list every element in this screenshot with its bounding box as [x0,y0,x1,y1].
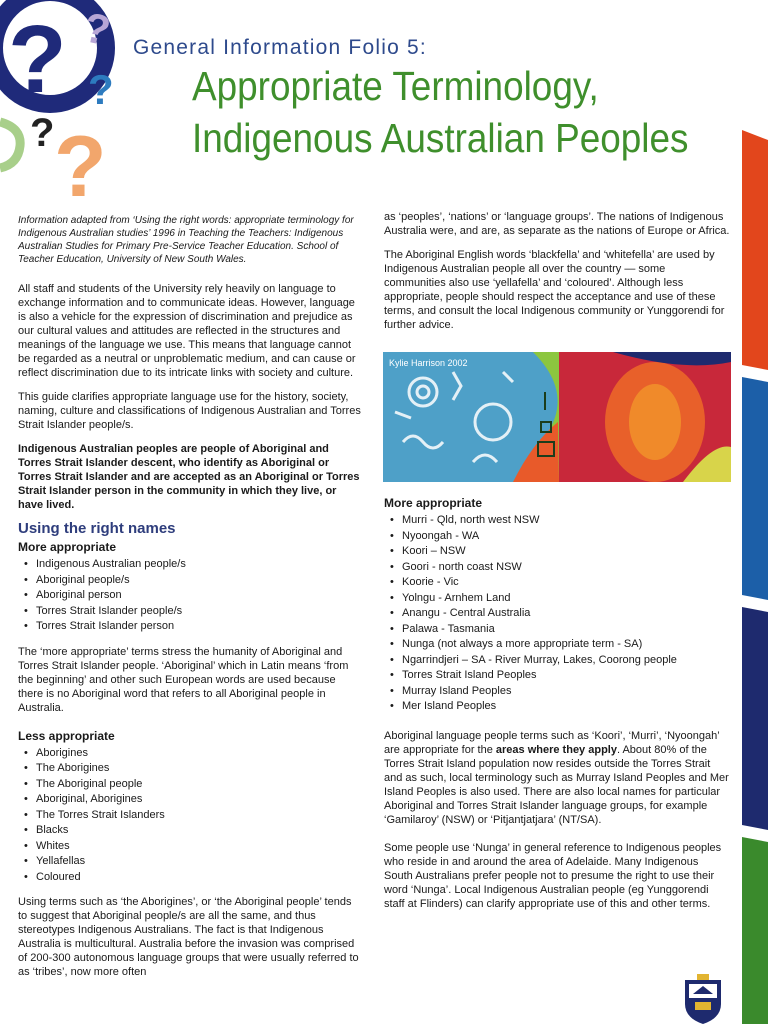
less-appropriate-list [18,746,363,886]
regional-terms-list [384,513,730,715]
language-terms-text-a: Aboriginal language people terms such as ‘Koori’, ‘Murri’, ‘Nyoongah’ are appropriate for the [384,729,720,756]
list-item: • The Aboriginal people [18,777,363,793]
svg-text:?: ? [8,6,67,113]
stereotype-paragraph: Using terms such as ‘the Aborigines’, or ‘the Aboriginal people’ tends to suggest that Aboriginal people/s are all the same, and thus stereotypes Indigenous Australians. The fact is that Indigenous Australia is multicultural. Australia before the invasion was comprised of 200-300 autonomous language groups that were usually referred to as ‘tribes’, now more often [18,896,359,978]
artwork-graphic [383,352,731,482]
less-appropriate-heading: Less appropriate [18,728,115,743]
list-item: • Goori - north coast NSW [384,560,730,576]
list-item: • Torres Strait Island Peoples [384,668,730,684]
folio-label: General Information Folio 5: [133,36,427,59]
artwork-signature: Kylie Harrison 2002 [389,358,468,368]
language-terms-text-b: . About 80% of the Torres Strait Island population now resides outside the Torres Strait and as such, local terminology such as Murray Island Peoples and Mer Island Peoples is also used. There are also local names for particular Aboriginal and Torres Strait Islander language groups, for example ‘Gamilaroy’ (NSW) or ‘Pitjantjatjara’ (NT/SA). [384,743,729,826]
university-crest-icon [681,970,725,1024]
list-item: • Yolngu - Arnhem Land [384,591,730,607]
nunga-paragraph: Some people use ‘Nunga’ in general reference to Indigenous peoples who reside in and around the area of Adelaide. Many Indigenous South Australians prefer people not to presume the right to use their word ‘Nunga’. Local Indigenous Australian people (eg Yunggorendi staff at Flinders) can clarify appropriate use of this and other terms. [384,841,722,910]
left-column [18,214,363,989]
svg-text:?: ? [88,66,114,113]
list-item: • The Aborigines [18,761,363,777]
artwork-image [383,352,731,482]
title-line-1: Appropriate Terminology, [192,63,599,109]
list-item: • Anangu - Central Australia [384,606,730,622]
section-heading: Using the right names [18,520,176,537]
list-item: • Torres Strait Islander people/s [18,604,363,620]
page-title [192,60,688,164]
intro-paragraph: All staff and students of the University rely heavily on language to exchange information and to communicate ideas. However, language is also a vehicle for the expression of discrimination and prejudice as our cultural values and attitudes are reflected in the structures and meanings of the language we use. This means that language cannot be regarded as a neutral or unproblematic medium, and can cause or reflect discrimination due to its intricate links with society and culture. [18,283,356,379]
more-appropriate-heading: More appropriate [18,540,117,554]
svg-text:?: ? [30,111,55,155]
list-item: • Nyoongah - WA [384,529,730,545]
svg-text:?: ? [54,119,107,210]
list-item: • Indigenous Australian people/s [18,557,363,573]
more-appropriate-heading-right: More appropriate [384,496,483,510]
list-item: • Torres Strait Islander person [18,619,363,635]
list-item: • Aborigines [18,746,363,762]
list-item: • Mer Island Peoples [384,699,730,715]
english-words-paragraph: The Aboriginal English words ‘blackfella’ and ‘whitefella’ are used by Indigenous Australian people all over the country — some communities also use ‘yellafella’ and ‘coloured’. Although less appropriate, people should respect the acceptance and use of these terms, and consult the local Indigenous community or Yunggorendi for further advice. [384,249,725,331]
definition-paragraph: Indigenous Australian peoples are people of Aboriginal and Torres Strait Islander descent, who identify as Aboriginal or Torres Strait Islander and are accepted as an Aboriginal or Torres Strait Islander person in the community in which they live, or have lived. [18,443,360,511]
nations-paragraph: as ‘peoples’, ‘nations’ or ‘language groups’. The nations of Indigenous Australia were, and are, as separate as the nations of Europe or Africa. [384,211,730,237]
list-item: • Palawa - Tasmania [384,622,730,638]
svg-text:?: ? [79,3,115,55]
list-item: • Aboriginal people/s [18,573,363,589]
list-item: • Koorie - Vic [384,575,730,591]
list-item: • Blacks [18,823,363,839]
list-item: • Murri - Qld, north west NSW [384,513,730,529]
list-item: • Nunga (not always a more appropriate term - SA) [384,637,730,653]
list-item: • Koori – NSW [384,544,730,560]
humanity-paragraph: The ‘more appropriate’ terms stress the humanity of Aboriginal and Torres Strait Islander people. ‘Aboriginal’ which in Latin means ‘from the beginning’ and other such European words are used because there is no Aboriginal word that refers to all Aboriginal people in Australia. [18,645,349,714]
list-item: • Murray Island Peoples [384,684,730,700]
list-item: • Aboriginal person [18,588,363,604]
guide-paragraph: This guide clarifies appropriate language use for the history, society, naming, culture and classifications of Indigenous Australian and Torres Strait Islander people/s. [18,391,361,431]
list-item: • Yellafellas [18,854,363,870]
list-item: • The Torres Strait Islanders [18,808,363,824]
list-item: • Whites [18,839,363,855]
language-terms-paragraph [384,729,730,827]
color-stripes [742,130,768,1024]
language-terms-bold: areas where they apply [495,743,617,756]
source-note: Information adapted from ‘Using the right words: appropriate terminology for Indigenous Australian studies’ 1996 in Teaching the Teachers: Indigenous Australian Studies for Primary Pre-Service Teacher Education. School of Teacher Education, University of New South Wales. [18,215,354,265]
list-item: • Aboriginal, Aborigines [18,792,363,808]
more-appropriate-list [18,557,363,635]
list-item: • Ngarrindjeri – SA - River Murray, Lakes, Coorong people [384,653,730,669]
list-item: • Coloured [18,870,363,886]
title-line-2: Indigenous Australian Peoples [192,115,689,161]
right-column [384,210,730,921]
question-mark-decoration [0,0,200,210]
